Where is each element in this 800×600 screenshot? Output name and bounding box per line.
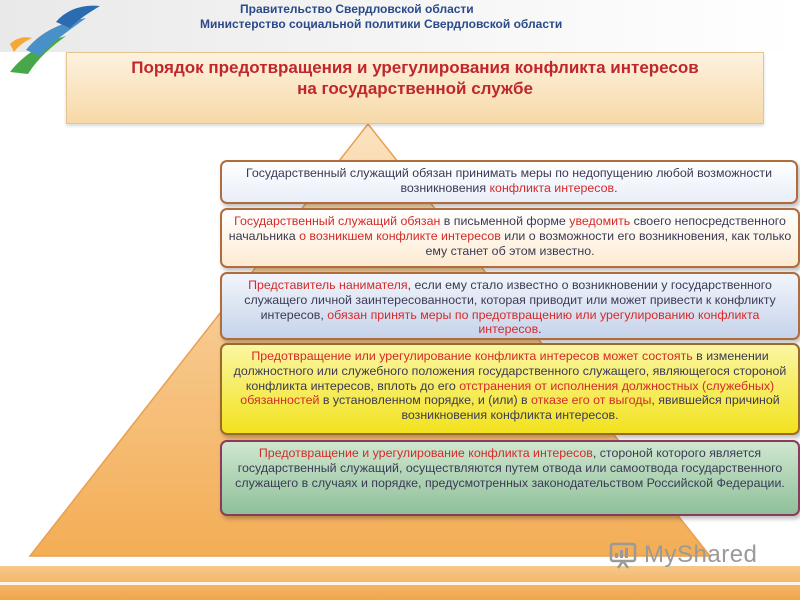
highlighted-text: отказе его от выгоды	[531, 393, 652, 408]
header-government: Правительство Свердловской области	[240, 2, 474, 16]
pyramid-level-3	[220, 272, 800, 340]
body-text: .	[614, 180, 618, 195]
title-line-1: Порядок предотвращения и урегулирования конфликта интересов	[131, 58, 699, 77]
body-text: в изменении должностного или служебного положения государственного служащего, являющегося стороной конфликта интересов, вплоть до его	[233, 349, 787, 393]
slide-title	[67, 57, 763, 99]
highlighted-text: обязан принять меры по предотвращению или урегулированию конфликта интересов	[327, 307, 760, 337]
body-text: , явившейся причиной возникновения конфликта интересов.	[401, 393, 780, 423]
highlighted-text: о возникшем конфликте интересов	[299, 228, 501, 243]
body-text: своего непосредственного начальника	[228, 214, 786, 243]
pyramid-level-5	[220, 440, 800, 516]
highlighted-text: Государственный служащий обязан	[234, 214, 441, 228]
pyramid-level-2	[220, 208, 800, 268]
watermark-text: MyShared	[644, 541, 758, 568]
body-text: .	[538, 322, 542, 337]
pyramid-level-1	[220, 160, 798, 204]
body-text: в установленном порядке, и (или) в	[319, 393, 532, 408]
presentation-board-icon	[608, 540, 638, 570]
body-text: Государственный служащий обязан принимать меры по недопущению любой возможности возникновения	[245, 166, 773, 195]
body-text: , стороной которого является государственный служащий, осуществляются путем отвода или самоотвода государственного служащего в случаях и порядке, предусмотренных законодательством Российской Федерации.	[235, 446, 785, 490]
highlighted-text: Предотвращение или урегулирование конфликта интересов может состоять	[251, 349, 693, 363]
header-ministry: Министерство социальной политики Свердловской области	[200, 17, 563, 31]
highlighted-text: уведомить	[569, 214, 631, 228]
watermark	[608, 538, 757, 572]
footer-line	[0, 582, 800, 585]
highlighted-text: конфликта интересов	[489, 180, 615, 195]
title-line-2: на государственной службе	[297, 79, 533, 98]
title-box	[66, 52, 764, 124]
pyramid-level-4	[220, 343, 800, 435]
highlighted-text: Предотвращение и урегулирование конфликта интересов	[258, 446, 593, 460]
highlighted-text: отстранения от исполнения должностных (служебных) обязанностей	[240, 378, 775, 408]
body-text: , если ему стало известно о возникновении у государственного служащего личной заинтересованности, которая приводит или может привести к конфликту интересов,	[244, 278, 776, 322]
body-text: или о возможности его возникновения, как только ему станет об этом известно.	[425, 228, 792, 258]
body-text: в письменной форме	[440, 214, 570, 228]
highlighted-text: Представитель нанимателя	[248, 278, 408, 292]
